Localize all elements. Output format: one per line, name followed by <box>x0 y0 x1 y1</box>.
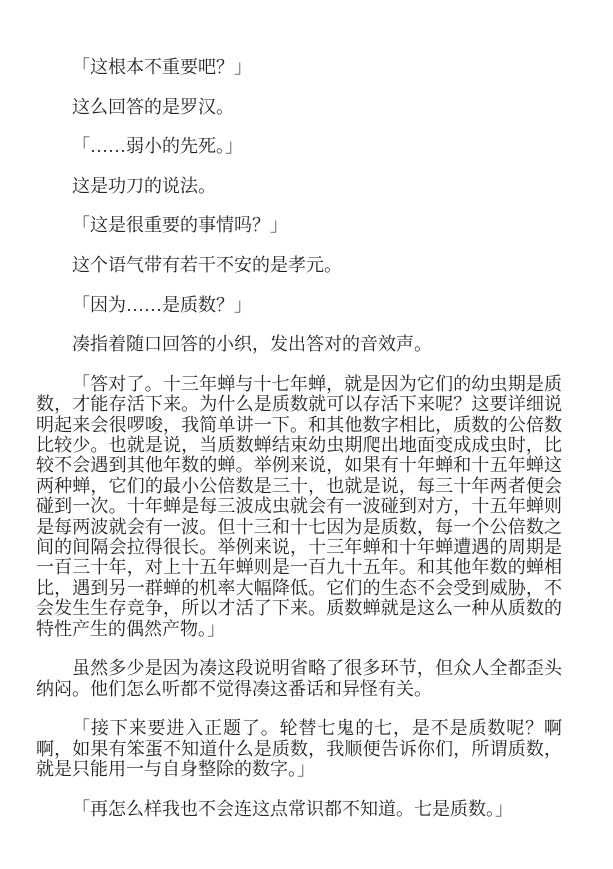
paragraph-narration: 这个语气带有若干不安的是孝元。 <box>72 254 342 275</box>
paragraph-narration: 虽然多少是因为凑这段说明省略了很多环节，但众人全都歪头纳闷。他们怎么听都不觉得凑这番话和异怪有关。 <box>36 658 562 699</box>
paragraph-dialogue: 「……弱小的先死。」 <box>72 136 243 157</box>
paragraph-narration: 这么回答的是罗汉。 <box>72 96 234 117</box>
paragraph-dialogue: 「因为……是质数？」 <box>72 294 252 315</box>
paragraph-dialogue-long: 「答对了。十三年蝉与十七年蝉，就是因为它们的幼虫期是质数，才能存活下来。为什么是质数就可以存活下来呢？这要详细说明起来会很啰唆，我简单讲一下。和其他数字相比，质数的公倍数比较少。也就是说，当质数蝉结束幼虫期爬出地面变成成虫时，比较不会遇到其他年数的蝉。举例来说，如果有十年蝉和十五年蝉这两种蝉，它们的最小公倍数是三十，也就是说，每三十年两者便会碰到一次。十年蝉是每三波成虫就会有一波碰到对方，十五年蝉则是每两波就会有一波。但十三和十七因为是质数，每一个公倍数之间的间隔会拉得很长。举例来说，十三年蝉和十年蝉遭遇的周期是一百三十年，对上十五年蝉则是一百九十五年。和其他年数的蝉相比，遇到另一群蝉的机率大幅降低。它们的生态不会受到威胁，不会发生生存竞争，所以才活了下来。质数蝉就是这么一种从质数的特性产生的偶然产物。」 <box>36 373 562 639</box>
paragraph-narration: 凑指着随口回答的小织，发出答对的音效声。 <box>72 334 432 355</box>
paragraph-dialogue: 「这根本不重要吧？」 <box>72 57 252 77</box>
paragraph-dialogue: 「再怎么样我也不会连这点常识都不知道。七是质数。」 <box>72 798 513 819</box>
paragraph-narration: 这是功刀的说法。 <box>72 175 216 196</box>
paragraph-dialogue: 「接下来要进入正题了。轮替七鬼的七，是不是质数呢？啊啊，如果有笨蛋不知道什么是质数，我顺便告诉你们，所谓质数，就是只能用一与自身整除的数字。」 <box>36 718 562 780</box>
paragraph-dialogue: 「这是很重要的事情吗？」 <box>72 215 288 236</box>
